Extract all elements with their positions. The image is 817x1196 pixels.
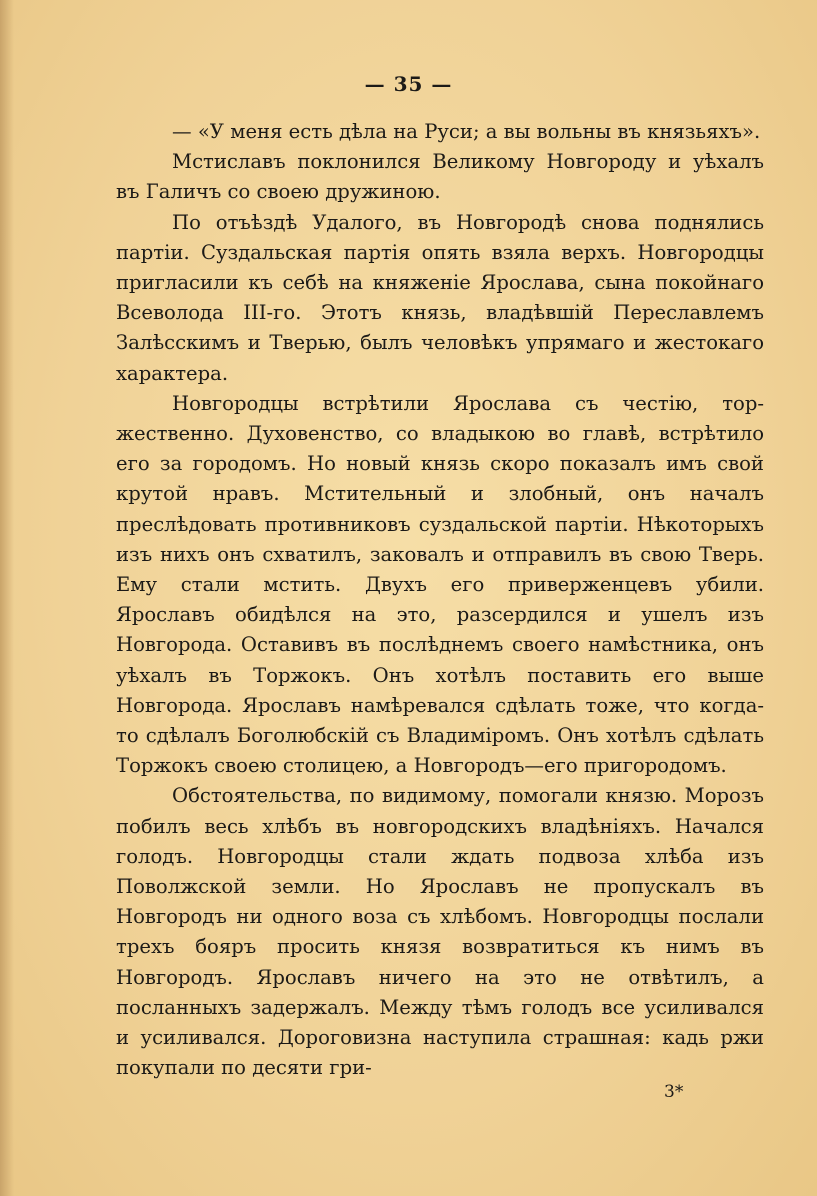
page-number: — 35 — [364, 72, 453, 96]
body-text [116, 117, 764, 1084]
paragraph-1: — «У меня есть дѣла на Руси; а вы вольны въ князьяхъ». [172, 120, 761, 143]
paragraph-4: Новгородцы встрѣтили Ярослава съ честію, торжественно. Духовенство, со владыкою во главѣ, встрѣтило его за городомъ. Но новый князь скоро показалъ имъ свой крутой нравъ. Мстительный и злобный, онъ началъ преслѣдовать противниковъ суздальской партіи. Нѣкоторыхъ изъ нихъ онъ схватилъ, заковалъ и отправилъ въ свою Тверь. Ему стали мстить. Двухъ его приверженцевъ убили. Ярославъ обидѣлся на это, разсердился и ушелъ изъ Новгорода. Оставивъ въ послѣднемъ своего намѣстника, онъ уѣхалъ въ Торжокъ. Онъ хотѣлъ поставить его выше Новгорода. Ярославъ намѣревался сдѣлать тоже, что когда-то сдѣлалъ Боголюбскій съ Владиміромъ. Онъ хотѣлъ сдѣлать Торжокъ своею столицею, а Новгородъ—его пригородомъ. [116, 391, 764, 778]
paragraph-2: Мстиславъ поклонился Великому Новгороду и уѣхалъ въ Галичъ со своею дружиною. [116, 150, 764, 204]
paragraph-3: По отъѣздѣ Удалого, въ Новгородѣ снова поднялись партіи. Суздальская партія опять взяла верхъ. Новгородцы пригласили къ себѣ на княженіе Ярослава, сына покойнаго Всеволода III-го. Этотъ князь, владѣвшій Переславлемъ Залѣсскимъ и Тверью, былъ человѣкъ упрямаго и жестокаго характера. [116, 210, 764, 385]
paragraph-5: Обстоятельства, по видимому, помогали князю. Морозъ побилъ весь хлѣбъ въ новгородскихъ владѣніяхъ. Начался голодъ. Новгородцы стали ждать подвоза хлѣба изъ Поволжской земли. Но Ярославъ не пропускалъ въ Новгородъ ни одного воза съ хлѣбомъ. Новгородцы послали трехъ бояръ просить князя возвратиться къ нимъ въ Новгородъ. Ярославъ ничего на это не отвѣтилъ, а посланныхъ задержалъ. Между тѣмъ голодъ все усиливался и усиливался. Дороговизна наступила страшная: кадь ржи покупали по десяти гри- [116, 784, 764, 1080]
signature-mark: 3* [664, 1082, 684, 1102]
page-edge-shadow [0, 0, 14, 1196]
